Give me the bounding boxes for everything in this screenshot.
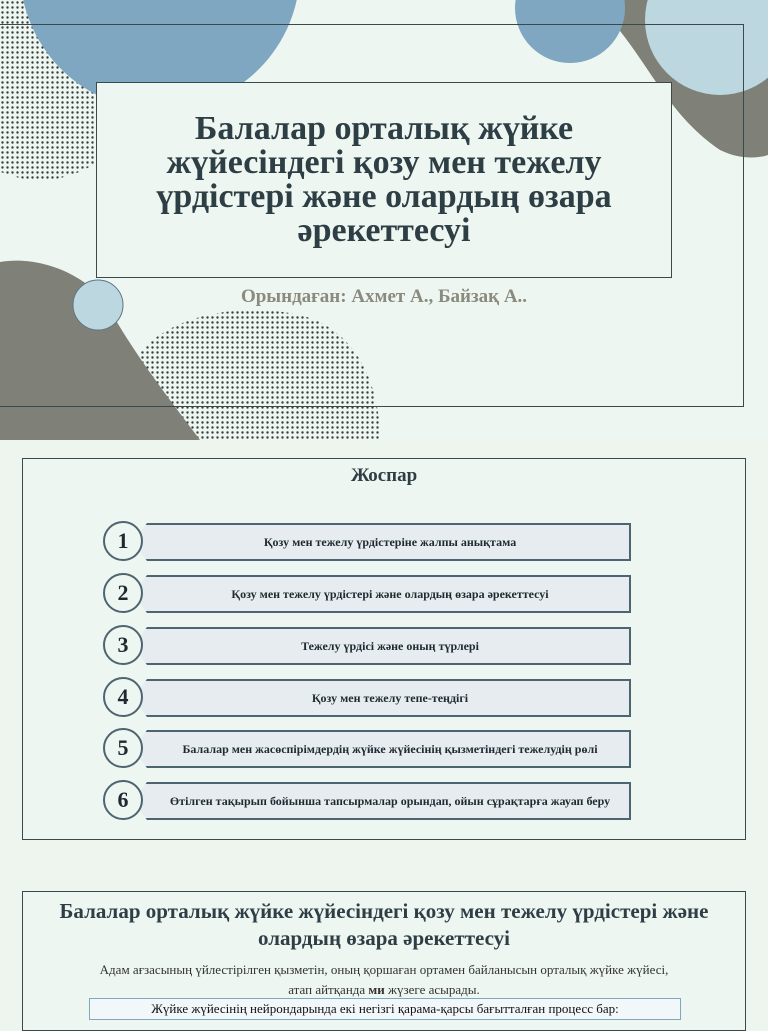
content-slide — [22, 891, 746, 1031]
title-box — [96, 82, 672, 278]
plan-slide — [22, 458, 746, 840]
plan-item-number: 6 — [103, 780, 143, 820]
plan-title: Жоспар — [350, 465, 418, 486]
presentation-title: Балалар орталық жүйке жүйесіндегі қозу мен тежелу үрдістері және олардың өзара әрекеттесуі — [156, 110, 612, 249]
highlight-box: Жүйке жүйесінің нейрондарында екі негізгі қарама-қарсы бағытталған процесс бар: — [89, 998, 681, 1020]
body-line-2-bold: ми — [368, 982, 385, 997]
plan-item-text: Қозу мен тежелу тепе-теңдігі — [311, 690, 469, 705]
body-line-2a: атап айтқанда — [288, 982, 369, 997]
plan-item-text: Қозу мен тежелу үрдістеріне жалпы анықтама — [263, 534, 517, 549]
plan-item-number: 5 — [103, 728, 143, 768]
plan-item-number: 3 — [103, 625, 143, 665]
content-title: Балалар орталық жүйке жүйесіндегі қозу мен тежелу үрдістері және олардың өзара әрекеттесуі — [59, 899, 709, 950]
plan-item-text: Өтілген тақырып бойынша тапсырмалар орындап, ойын сұрақтарға жауап беру — [169, 793, 611, 808]
plan-item-number: 1 — [103, 521, 143, 561]
plan-item-text: Балалар мен жасөспірімдердің жүйке жүйесінің қызметіндегі тежелудің рөлі — [182, 741, 598, 756]
plan-item-text: Қозу мен тежелу үрдістері және олардың өзара әрекеттесуі — [231, 586, 549, 601]
plan-item-number: 4 — [103, 677, 143, 717]
title-slide — [0, 0, 768, 440]
body-line-2c: жүзеге асырады. — [384, 982, 480, 997]
plan-item-text: Тежелу үрдісі және оның түрлері — [301, 638, 479, 653]
plan-item-number: 2 — [103, 573, 143, 613]
author-line: Орындаған: Ахмет А., Байзақ А.. — [240, 286, 528, 307]
body-line-1: Адам ағзасының үйлестірілген қызметін, оның қоршаған ортамен байланысын орталық жүйке жүйесі, — [99, 962, 669, 977]
content-body — [23, 960, 745, 1000]
